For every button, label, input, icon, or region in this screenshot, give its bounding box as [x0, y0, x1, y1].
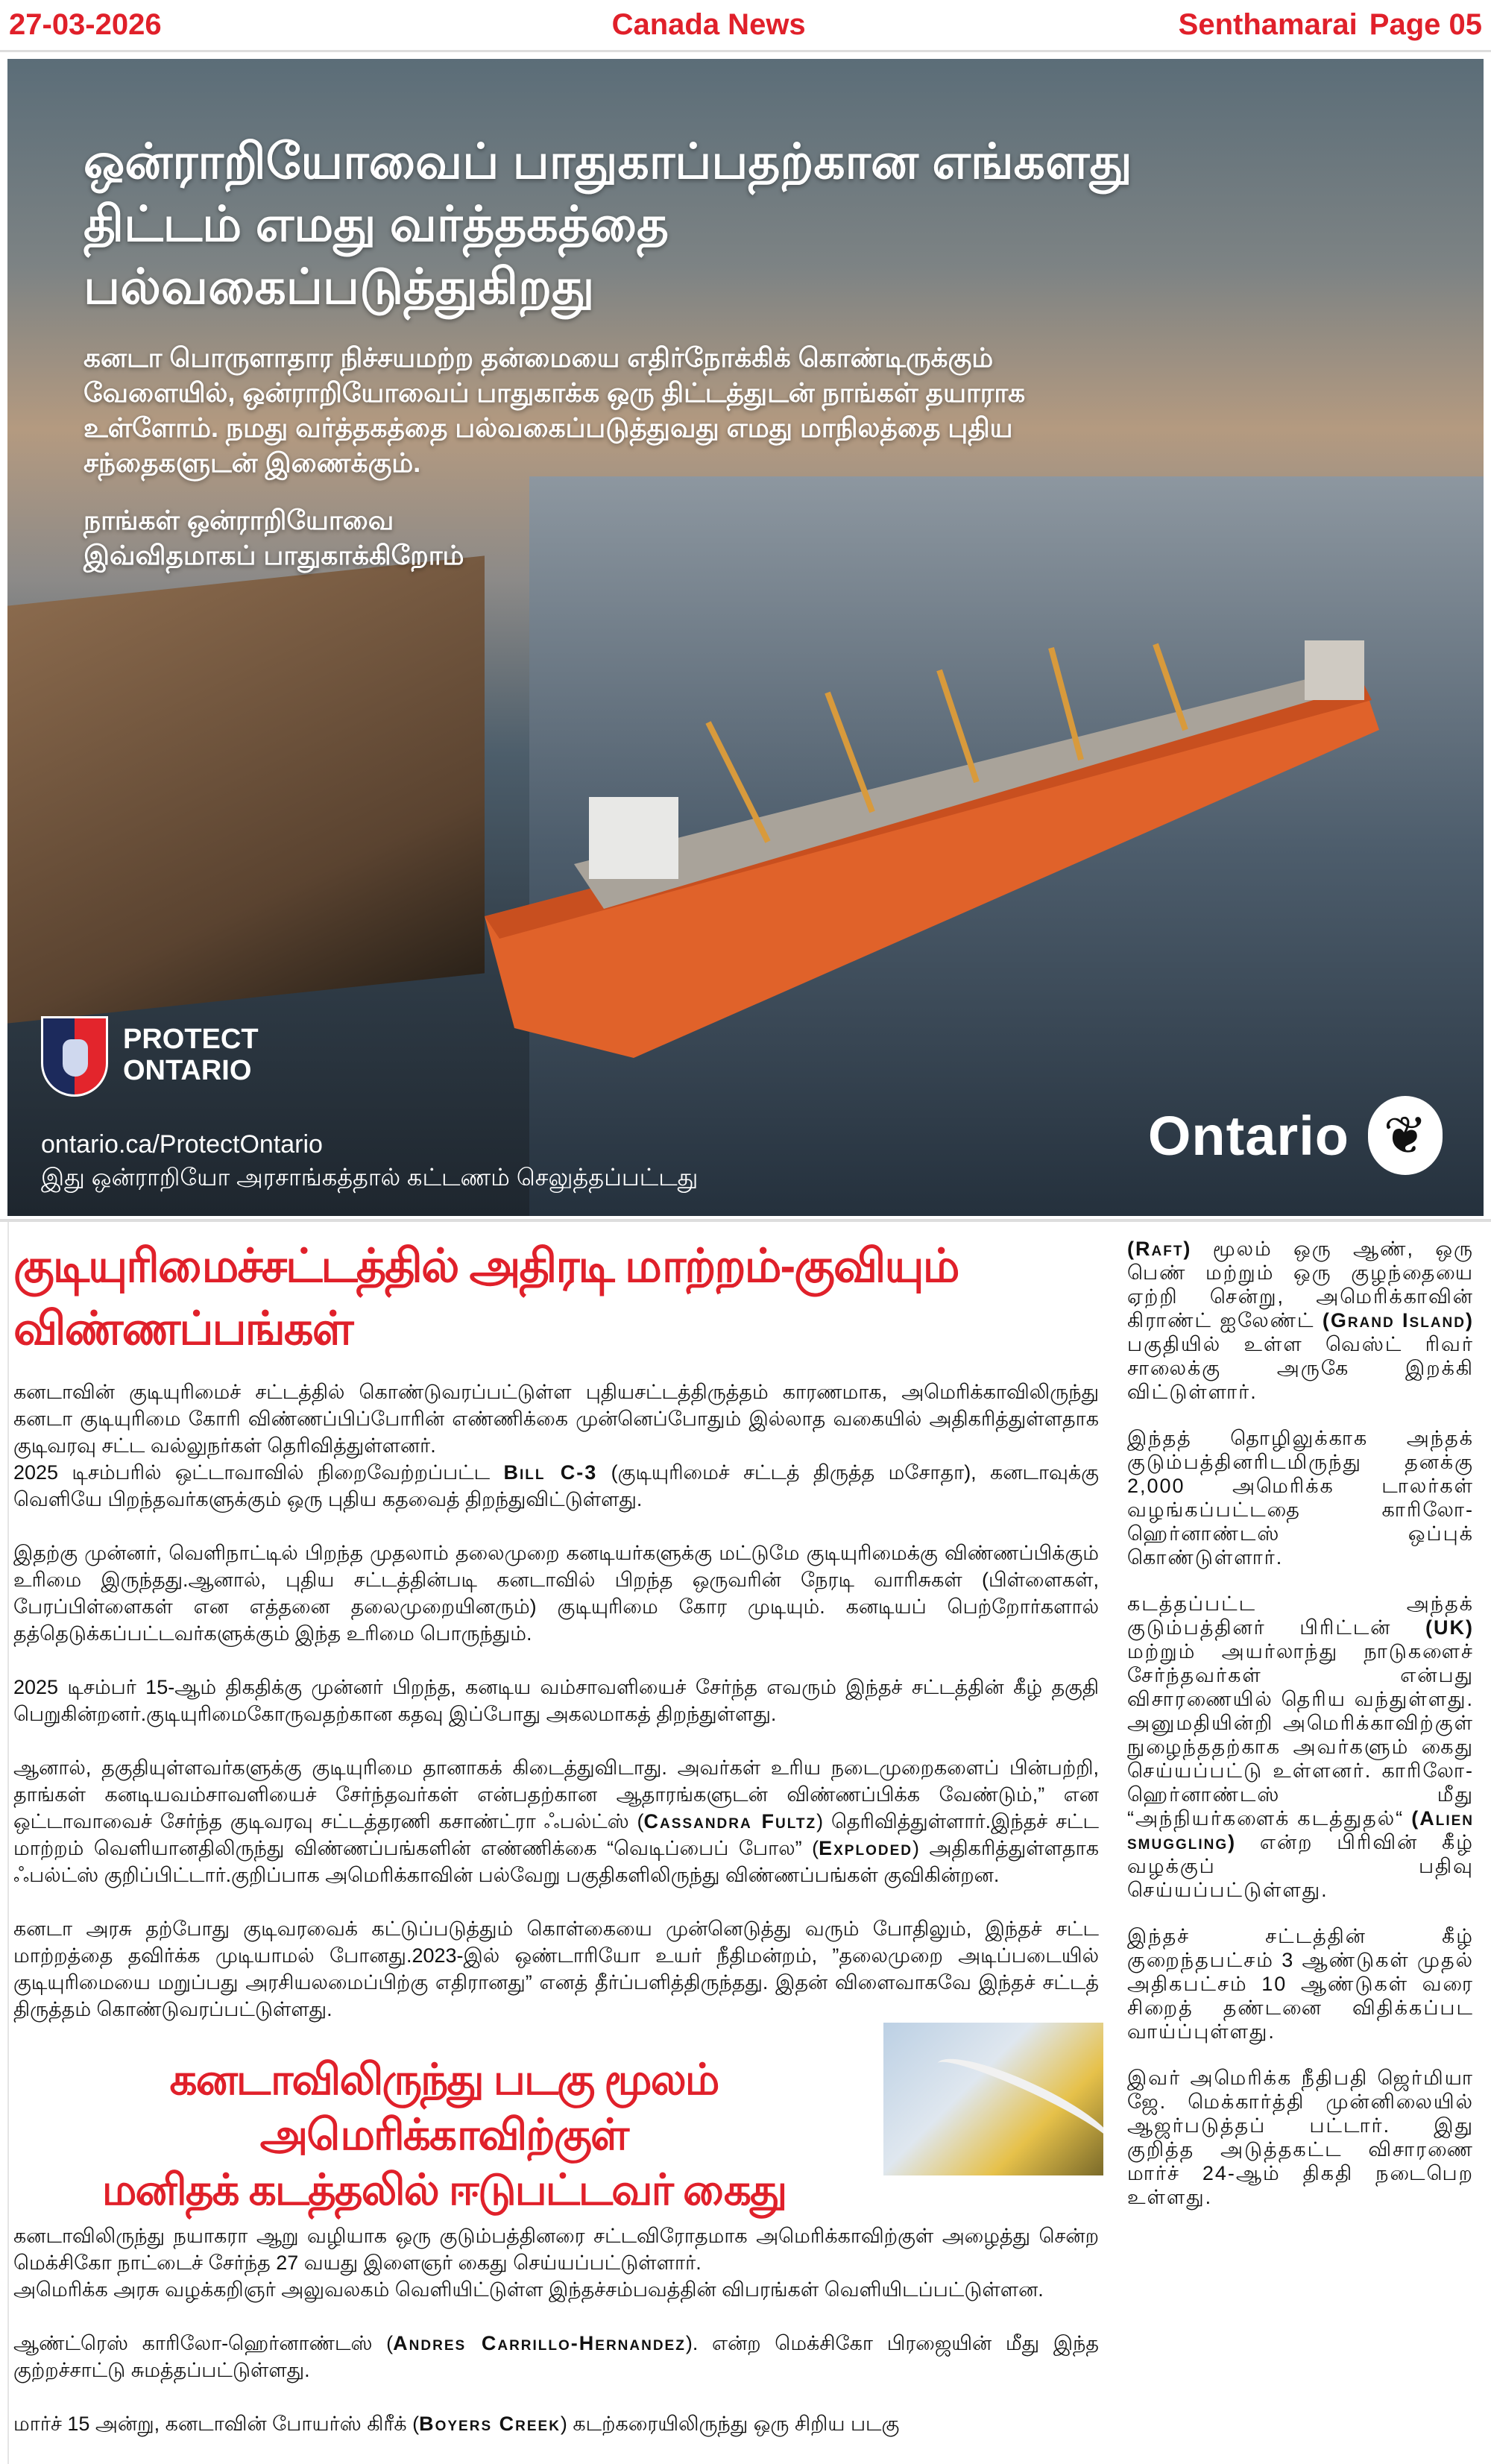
article-smuggling-continued — [1127, 1222, 1474, 2231]
issue-date: 27-03-2026 — [9, 8, 162, 41]
ad-tagline-line1: நாங்கள் ஒன்ராறியோவை — [83, 505, 394, 535]
ad-url-link[interactable]: ontario.ca/ProtectOntario — [41, 1130, 323, 1159]
paragraph: ஆனால், தகுதியுள்ளவர்களுக்கு குடியுரிமை தானாகக் கிடைத்துவிடாது. அவர்கள் உரிய நடைமுறைகளைப் பின்பற்றி, தாங்கள் கனடியவம்சாவளியைச் சேர்ந்தவர்கள் என்பதற்கான ஆதாரங்களுடன் விண்ணப்பிக்க வேண்டும்,” என ஒட்டாவாவைச் சேர்ந்த குடிவரவு சட்டத்தரணி கசாண்ட்ரா ஃபல்ட்ஸ் (Cassandra Fultz) தெரிவித்துள்ளார்.இந்தச் சட்ட மாற்றம் வெளியானதிலிருந்து விண்ணப்பங்களின் எண்ணிக்கை “வெடிப்பைப் போல” (Exploded) அதிகரித்துள்ளதாக ஃபல்ட்ஸ் குறிப்பிட்டார்.குறிப்பாக அமெரிக்காவின் பல்வேறு பகுதிகளிலிருந்து விண்ணப்பங்கள் குவிகின்றன. — [13, 1756, 1099, 1886]
logo-text: PROTECT ONTARIO — [123, 1024, 259, 1086]
paragraph: இவர் அமெரிக்க நீதிபதி ஜெர்மியா ஜே. மெக்கார்த்தி முன்னிலையில் ஆஜர்படுத்தப் பட்டார். இது குறித்த அடுத்தகட்ட விசாரணை மார்ச் 24-ஆம் திகதி நடைபெற உள்ளது. — [1127, 2067, 1474, 2208]
ontario-brand — [1148, 1096, 1443, 1175]
ontario-wordmark: Ontario — [1147, 1104, 1349, 1167]
paragraph: கடத்தப்பட்ட அந்தக் குடும்பத்தினர் பிரிட்டன் (UK) மற்றும் அயர்லாந்து நாடுகளைச் சேர்ந்தவர்கள் என்பது விசாரணையில் தெரிய வந்துள்ளது. அனுமதியின்றி அமெரிக்காவிற்குள் நுழைந்ததற்காக அவர்களும் கைது செய்யப்பட்டு உள்ளனர். காரிலோ-ஹெர்னாண்டஸ் மீது “அந்நியர்களைக் கடத்துதல்“ (Alien smuggling) என்ற பிரிவின் கீழ் வழக்குப் பதிவு செய்யப்பட்டுள்ளது. — [1127, 1592, 1474, 1901]
paragraph: கனடாவின் குடியுரிமைச் சட்டத்தில் கொண்டுவரப்பட்டுள்ள புதியசட்டத்திருத்தம் காரணமாக, அமெரிக்காவிலிருந்து கனடா குடியுரிமை கோரி விண்ணப்பிப்போரின் எண்ணிக்கை முன்னெப்போதும் இல்லாத வகையில் அதிகரித்துள்ளதாக குடிவரவு சட்ட வல்லுநர்கள் தெரிவித்துள்ளனர். — [13, 1381, 1099, 1457]
trillium-icon: ❦ — [1368, 1096, 1443, 1175]
paragraph: இந்தத் தொழிலுக்காக அந்தக் குடும்பத்தினரிடமிருந்து தனக்கு 2,000 அமெரிக்க டாலர்கள் வழங்கப்பட்டதை காரிலோ-ஹெர்னாண்டஸ் ஒப்புக் கொண்டுள்ளார். — [1127, 1427, 1474, 1569]
paragraph: ஆண்ட்ரெஸ் காரிலோ-ஹெர்னாண்டஸ் (Andres Carrillo-Hernandez). என்ற மெக்சிகோ பிரஜையின் மீது இந்த குற்றச்சாட்டு சுமத்தப்பட்டுள்ளது. — [13, 2332, 1099, 2381]
articles-area — [0, 1222, 1491, 2464]
paragraph: 2025 டிசம்பரில் ஒட்டாவாவில் நிறைவேற்றப்பட்ட Bill C-3 (குடியுரிமைச் சட்டத் திருத்த மசோதா), கனடாவுக்கு வெளியே பிறந்தவர்களுக்கும் ஒரு புதிய கதவைத் திறந்துவிட்டுள்ளது. — [13, 1461, 1100, 1510]
paragraph: இதற்கு முன்னர், வெளிநாட்டில் பிறந்த முதலாம் தலைமுறை கனடியர்களுக்கு மட்டுமே குடியுரிமைக்கு விண்ணப்பிக்கும் உரிமை இருந்தது.ஆனால், புதிய சட்டத்தின்படி கனடாவில் பிறந்த ஒருவரின் நேரடி வாரிசுகள் (பிள்ளைகள், பேரப்பிள்ளைகள் என எத்தனை தலைமுறையினரும்) குடியுரிமை கோர முடியும். கனடியப் பெற்றோர்களால் தத்தெடுக்கப்பட்டவர்களுக்கும் இந்த உரிமை பொருந்தும். — [13, 1542, 1099, 1645]
paragraph: இந்தச் சட்டத்தின் கீழ் குறைந்தபட்சம் 3 ஆண்டுகள் முதல் அதிகபட்சம் 10 ஆண்டுகள் வரை சிறைத் தண்டனை விதிக்கப்பட வாய்ப்புள்ளது. — [1127, 1925, 1474, 2043]
article-headline-smuggling: கனடாவிலிருந்து படகு மூலம் அமெரிக்காவிற்குள் மனிதக் கடத்தலில் ஈடுபட்டவர் கைது — [101, 2055, 787, 2214]
ad-tagline — [83, 502, 1142, 573]
article-smuggling — [9, 2222, 1103, 2437]
paid-by-notice: இது ஒன்ராறியோ அரசாங்கத்தால் கட்டணம் செலுத்தப்பட்டது — [41, 1164, 699, 1191]
paragraph: அமெரிக்க அரசு வழக்கறிஞர் அலுவலகம் வெளியிட்டுள்ள இந்தச்சம்பவத்தின் விபரங்கள் வெளியிடப்பட்டுள்ளன. — [13, 2278, 1044, 2301]
section-name: Canada News — [611, 8, 806, 41]
paragraph: கனடா அரசு தற்போது குடிவரவைக் கட்டுப்படுத்தும் கொள்கையை முன்னெடுத்து வரும் போதிலும், இந்தச் சட்ட மாற்றத்தை தவிர்க்க முடியாமல் போனது.2023-இல் ஒண்டாரியோ உயர் நீதிமன்றம், ”தலைமுறை அடிப்படையில் குடியுரிமையை மறுப்பது அரசியலமைப்பிற்கு எதிரானது” எனத் தீர்ப்பளித்திருந்தது. இதன் விளைவாகவே இந்தச் சட்டத் திருத்தம் கொண்டுவரப்பட்டுள்ளது. — [13, 1918, 1099, 2020]
ad-footer — [41, 1016, 787, 1194]
article-citizenship — [9, 1222, 1103, 2023]
paragraph: மார்ச் 15 அன்று, கனடாவின் போயர்ஸ் கிரீக் (Boyers Creek) கடற்கரையிலிருந்து ஒரு சிறிய படகு — [13, 2413, 900, 2435]
page-header — [0, 0, 1491, 52]
ad-tagline-line2: இவ்விதமாகப் பாதுகாக்கிறோம் — [83, 540, 464, 570]
paragraph: கனடாவிலிருந்து நயாகரா ஆறு வழியாக ஒரு குடும்பத்தினரை சட்டவிரோதமாக அமெரிக்காவிற்குள் அழைத்து சென்ற மெக்சிகோ நாட்டைச் சேர்ந்த 27 வயது இளைஞர் கைது செய்யப்பட்டுள்ளார். — [13, 2225, 1099, 2274]
shield-icon — [41, 1016, 108, 1097]
paragraph: (Raft) மூலம் ஒரு ஆண், ஒரு பெண் மற்றும் ஒரு குழந்தையை ஏற்றி சென்று, அமெரிக்காவின் கிராண்ட் ஐலேண்ட் (Grand Island) பகுதியில் உள்ள வெஸ்ட் ரிவர் சாலைக்கு அருகே இறக்கி விட்டுள்ளார். — [1127, 1238, 1474, 1403]
dock-wall — [7, 555, 485, 1023]
ad-headline: ஒன்ராறியோவைப் பாதுகாப்பதற்கான எங்களது திட்டம் எமது வர்த்தகத்தை பல்வகைப்படுத்துகிறது — [83, 133, 1132, 314]
smuggling-headline-row — [9, 2023, 1103, 2218]
left-column — [7, 1222, 1103, 2464]
protect-ontario-logo — [41, 1016, 287, 1106]
article-headline: குடியுரிமைச்சட்டத்தில் அதிரடி மாற்றம்-குவியும் விண்ணப்பங்கள் — [13, 1241, 959, 1355]
paragraph: 2025 டிசம்பர் 15-ஆம் திகதிக்கு முன்னர் பிறந்த, கனடிய வம்சாவளியைச் சேர்ந்த எவரும் இந்தச் சட்டத்தின் கீழ் தகுதி பெறுகின்றனர்.குடியுரிமைகோருவதற்கான கதவு இப்போது அகலமாகத் திறந்துள்ளது. — [13, 1676, 1099, 1725]
ad-text-block — [83, 130, 1142, 573]
paper-name: Senthamarai — [1178, 8, 1358, 41]
protect-ontario-ad — [7, 59, 1484, 1216]
ad-lead-text: கனடா பொருளாதார நிச்சயமற்ற தன்மையை எதிர்நோக்கிக் கொண்டிருக்கும் வேளையில், ஒன்ராறியோவைப் பாதுகாக்க ஒரு திட்டத்துடன் நாங்கள் தயாராக உள்ளோம். நமது வர்த்தகத்தை பல்வகைப்படுத்துவது எமது மாநிலத்தை புதிய சந்தைகளுடன் இணைக்கும். — [83, 342, 1026, 478]
page-number: Page 05 — [1369, 8, 1482, 41]
cargo-ship-illustration — [485, 640, 1379, 1058]
bridge-photo — [883, 2023, 1103, 2175]
